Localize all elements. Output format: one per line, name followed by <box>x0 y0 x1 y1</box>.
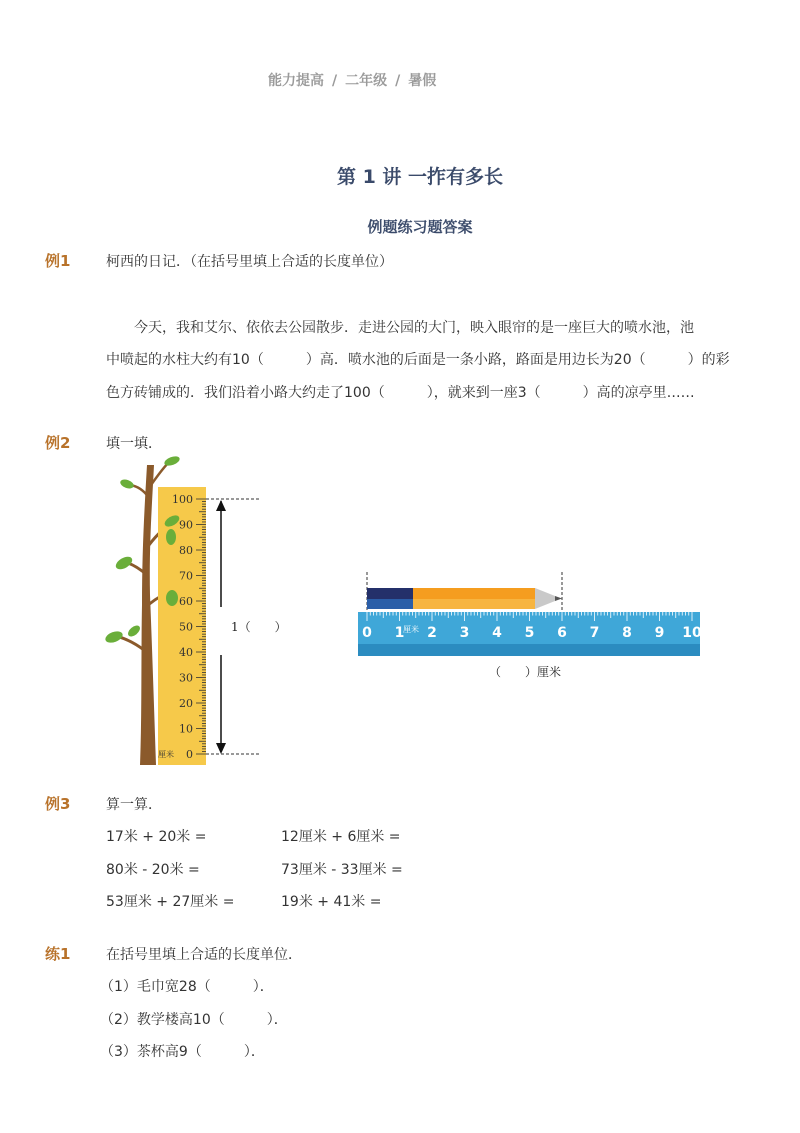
example-1-question: 柯西的日记．（在括号里填上合适的长度单位） <box>106 254 393 270</box>
example-2-question: 填一填． <box>106 436 162 452</box>
breadcrumb-separator: / <box>395 73 401 89</box>
vertical-ruler-label: 50 <box>179 620 193 634</box>
breadcrumb <box>268 70 436 90</box>
section-title: 例题练习题答案 <box>367 218 473 236</box>
horizontal-ruler-bottom <box>358 644 700 656</box>
leaf-icon <box>126 623 142 638</box>
leaf-icon <box>119 478 135 490</box>
diary-line: 中喷起的水柱大约有10（ ）高．喷水池的后面是一条小路，路面是用边长为20（ ）的彩 <box>106 352 730 368</box>
horizontal-ruler-label: 1 <box>394 625 405 641</box>
lecture-title: 第 1 讲 一拃有多长 <box>336 166 504 188</box>
pencil <box>367 588 562 609</box>
vertical-ruler-label: 70 <box>179 569 193 583</box>
vertical-ruler-label: 20 <box>179 697 193 710</box>
vertical-ruler-label: 90 <box>179 518 193 532</box>
horizontal-ruler-label: 8 <box>622 625 632 641</box>
practice-1-question: 在括号里填上合适的长度单位． <box>106 947 302 963</box>
practice-item: （2）教学楼高10（ ）． <box>100 1012 288 1028</box>
equation: 53厘米 + 27厘米 = <box>106 894 235 910</box>
vertical-ruler-label: 10 <box>179 722 193 736</box>
leaf-icon <box>166 590 178 606</box>
vertical-ruler-label: 100 <box>172 493 193 506</box>
practice-item: （1）毛巾宽28（ ）． <box>100 979 274 995</box>
equation: 73厘米 - 33厘米 = <box>281 862 403 878</box>
breadcrumb-item[interactable]: 二年级 <box>345 73 388 89</box>
horizontal-ruler-label: 4 <box>492 625 502 641</box>
equation: 80米 - 20米 = <box>106 862 200 878</box>
horizontal-ruler-label: 7 <box>589 625 600 641</box>
vertical-ruler-unit: 厘米 <box>158 750 174 759</box>
equation: 19米 + 41米 = <box>281 894 382 910</box>
pencil-length-blank: （ ）厘米 <box>489 665 562 679</box>
breadcrumb-item[interactable]: 暑假 <box>408 73 437 89</box>
horizontal-ruler-label: 3 <box>459 625 470 641</box>
example-3-question: 算一算． <box>106 797 162 813</box>
example-3-label: 例3 <box>45 795 71 813</box>
equation: 17米 + 20米 = <box>106 829 207 845</box>
tree-height-blank: 1（ ） <box>231 620 287 634</box>
breadcrumb-item[interactable]: 能力提高 <box>268 73 324 89</box>
horizontal-ruler-label: 9 <box>654 625 665 641</box>
vertical-ruler-label: 30 <box>179 671 193 685</box>
practice-1-label: 练1 <box>45 945 71 963</box>
leaf-icon <box>104 629 124 645</box>
horizontal-ruler-label: 6 <box>557 625 567 641</box>
example-2-label: 例2 <box>45 434 71 452</box>
horizontal-ruler-label: 0 <box>362 625 372 641</box>
example-1-label: 例1 <box>45 252 71 270</box>
horizontal-ruler-label: 2 <box>427 625 437 641</box>
arrow-up-icon <box>216 500 226 511</box>
tree-ruler-figure <box>100 455 310 770</box>
practice-item: （3）茶杯高9（ ）． <box>100 1044 265 1060</box>
tree-trunk <box>140 465 156 765</box>
vertical-ruler-label: 0 <box>186 748 193 761</box>
diary-line: 今天，我和艾尔、依依去公园散步．走进公园的大门，映入眼帘的是一座巨大的喷水池，池 <box>134 320 694 336</box>
leaf-icon <box>166 529 176 545</box>
vertical-ruler-label: 60 <box>179 595 193 608</box>
vertical-ruler-label: 80 <box>179 544 193 557</box>
diary-line: 色方砖铺成的．我们沿着小路大约走了100（ ），就来到一座3（ ）高的凉亭里…… <box>106 385 695 401</box>
vertical-ruler-label: 40 <box>179 646 193 659</box>
arrow-down-icon <box>216 743 226 754</box>
pencil-ruler-figure <box>355 568 705 683</box>
horizontal-ruler-unit: 厘米 <box>403 625 419 634</box>
equation: 12厘米 + 6厘米 = <box>281 829 401 845</box>
horizontal-ruler-label: 10 <box>682 625 702 641</box>
breadcrumb-separator: / <box>332 73 338 89</box>
horizontal-ruler-label: 5 <box>524 625 535 641</box>
